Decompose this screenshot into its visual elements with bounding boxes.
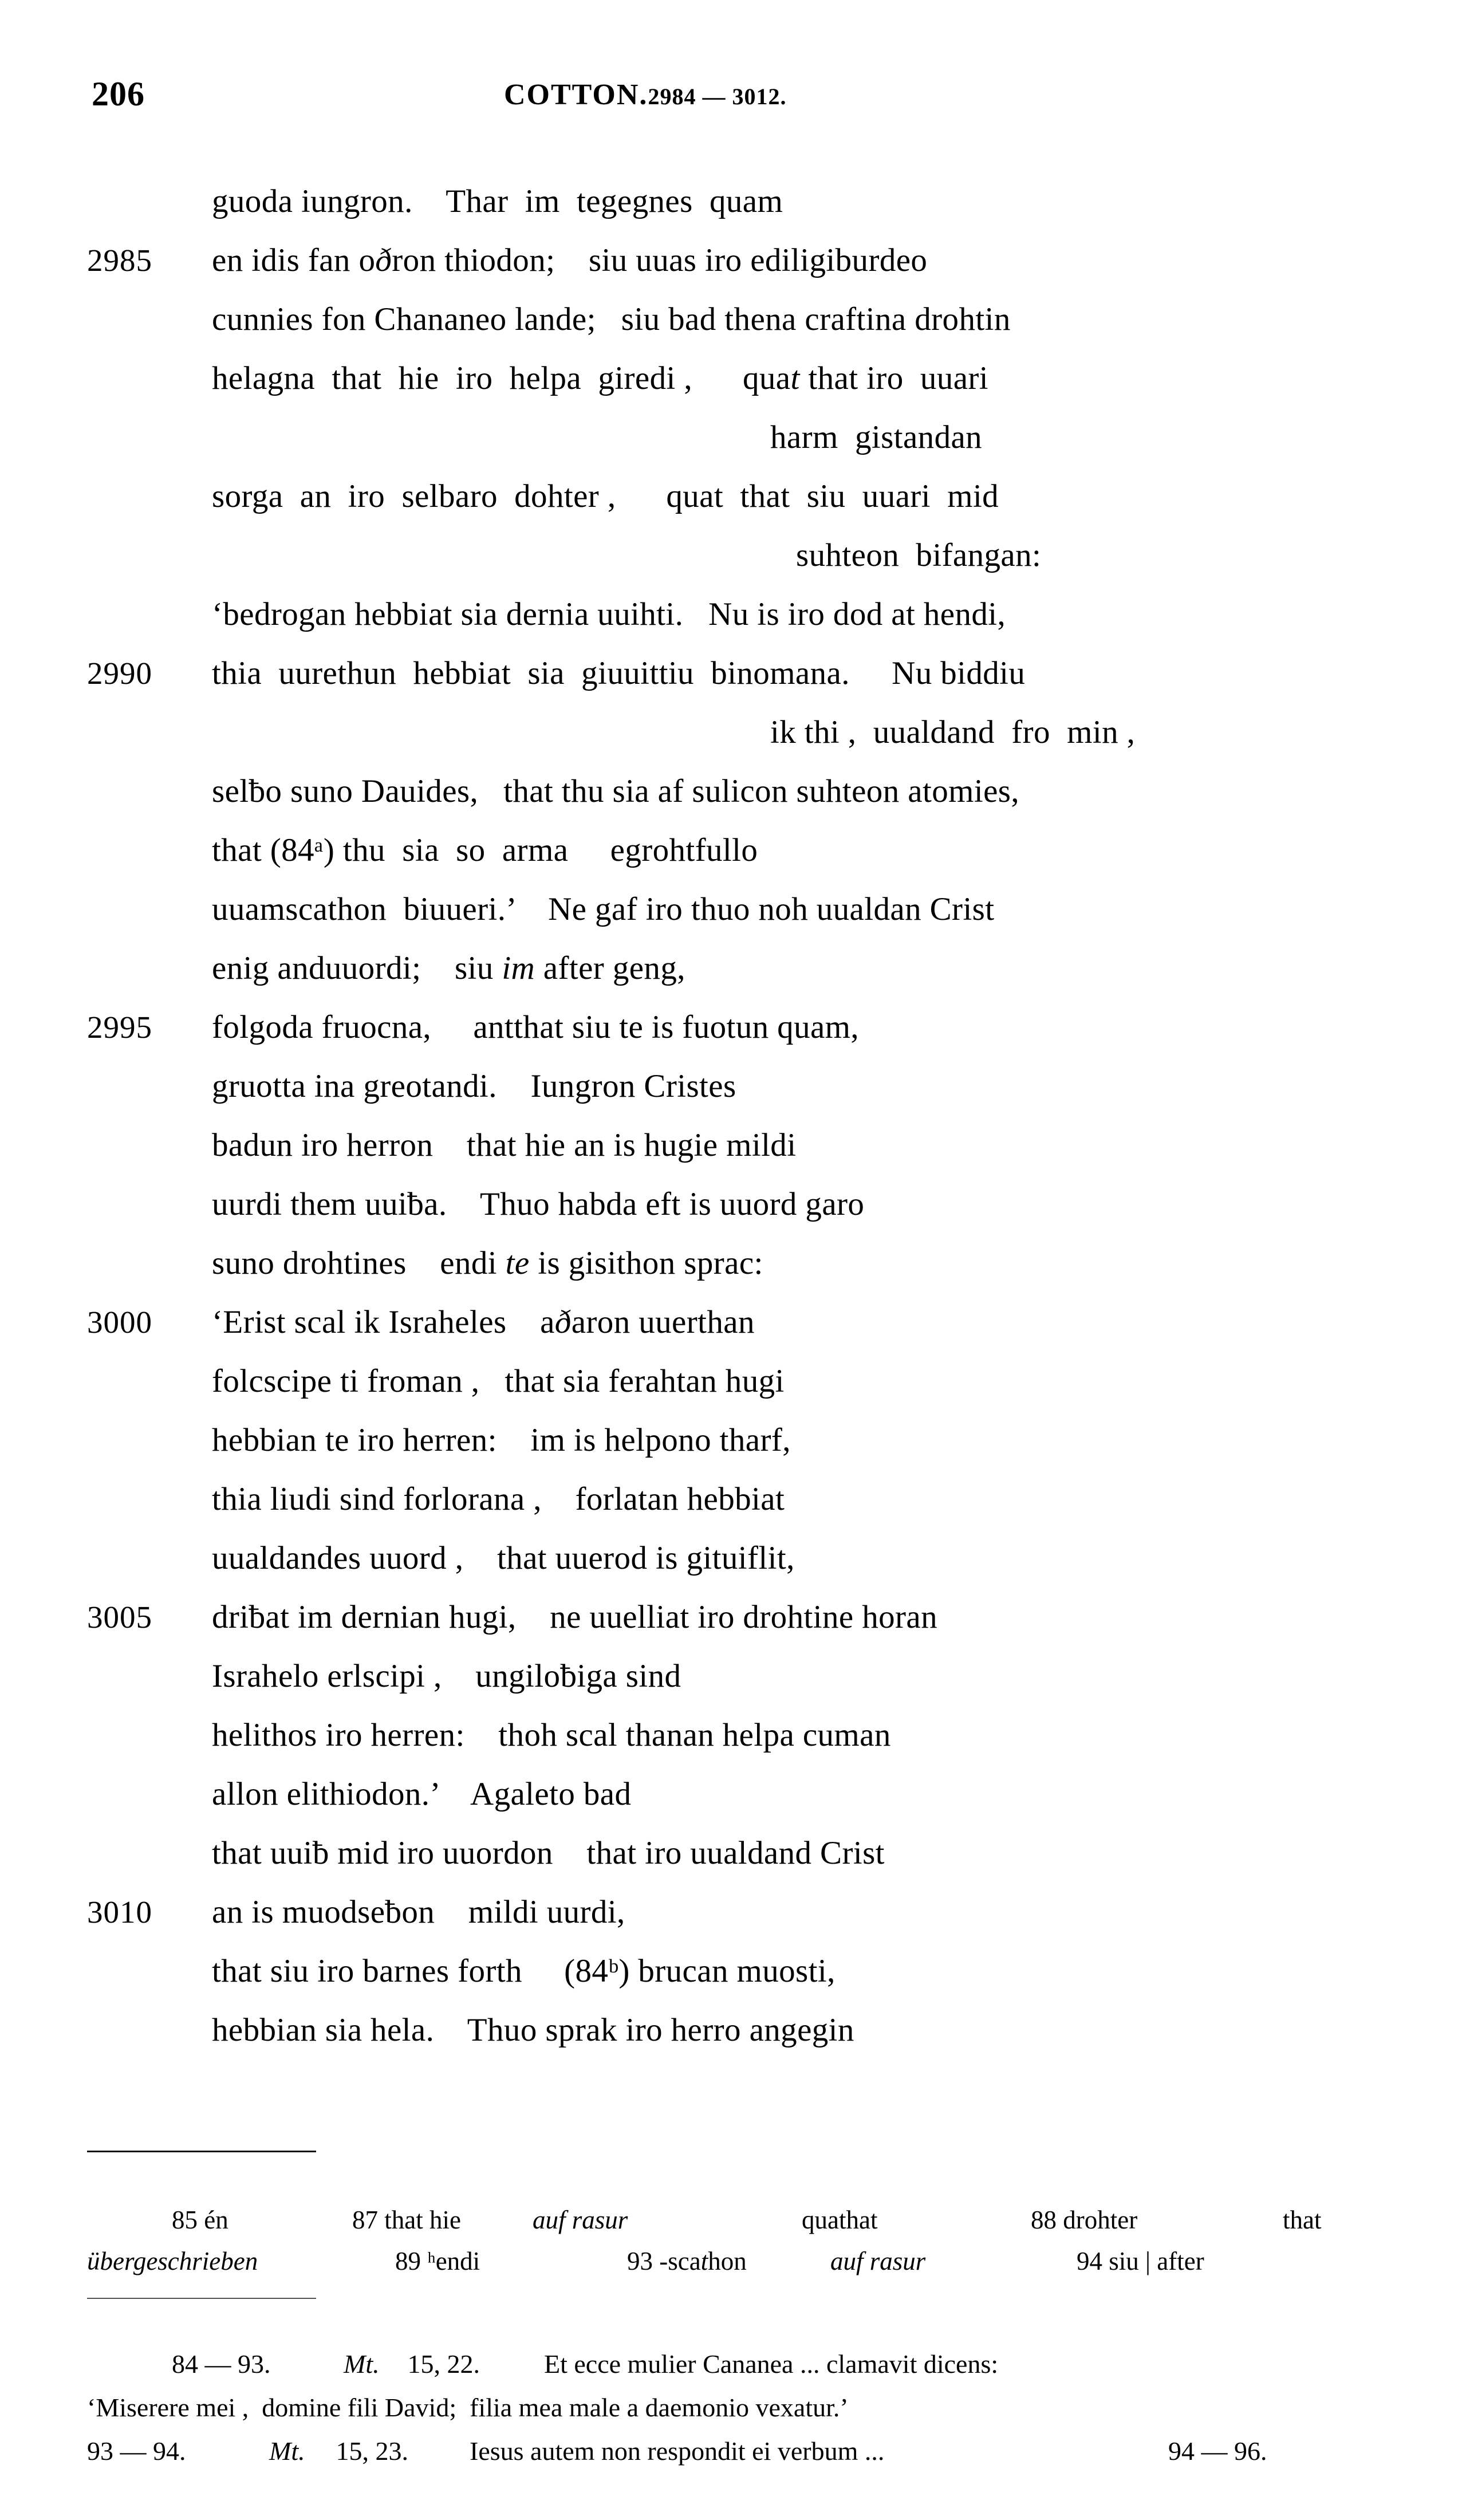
verse-roman-segment: an is muodseƀon mildi uurdi, bbox=[212, 1894, 625, 1930]
verse-line bbox=[0, 703, 1466, 762]
apparatus-line bbox=[0, 2199, 1466, 2241]
verse-line bbox=[0, 1706, 1466, 1765]
verse-line-text bbox=[796, 526, 1041, 585]
verse-line-text bbox=[212, 1234, 763, 1293]
verse-line bbox=[0, 408, 1466, 467]
apparatus-segment: 94 siu | after bbox=[1077, 2247, 1204, 2275]
verse-line bbox=[0, 349, 1466, 408]
verse-line-text bbox=[212, 1647, 681, 1706]
apparatus-italic-letter: t bbox=[700, 2247, 708, 2275]
verse-line-text bbox=[212, 290, 1011, 349]
verse-line bbox=[0, 1470, 1466, 1529]
verse-line bbox=[0, 231, 1466, 290]
running-title-text: COTTON. bbox=[504, 78, 648, 111]
running-title bbox=[504, 78, 786, 112]
verse-line-number: 2985 bbox=[87, 243, 152, 278]
verse-roman-segment: helithos iro herren: thoh scal thanan helpa cuman bbox=[212, 1717, 891, 1753]
verse-roman-segment: ‘bedrogan hebbiat sia dernia uuihti. Nu is iro dod at hendi, bbox=[212, 596, 1006, 632]
verse-roman-segment: sorga an iro selbaro dohter , quat that siu uuari mid bbox=[212, 478, 999, 514]
running-title-line-range: 2984 — 3012. bbox=[648, 84, 787, 109]
verse-line-text bbox=[212, 644, 1025, 703]
verse-line-text bbox=[212, 1470, 785, 1529]
verse-line bbox=[0, 1175, 1466, 1234]
verse-roman-segment: suhteon bifangan: bbox=[796, 537, 1042, 573]
latin-note-line bbox=[0, 2342, 1466, 2386]
latin-note-segment: Et ecce mulier Cananea ... clamavit dicens: bbox=[544, 2349, 999, 2379]
verse-line-text bbox=[212, 467, 999, 526]
verse-line-number: 3005 bbox=[87, 1600, 152, 1635]
verse-line-text bbox=[212, 880, 995, 939]
verse-roman-segment: that (84ᵃ) thu sia so arma egrohtfullo bbox=[212, 832, 758, 868]
verse-italic-segment: te bbox=[505, 1245, 530, 1281]
verse-line-number: 2995 bbox=[87, 1010, 152, 1045]
verse-line-text bbox=[212, 1765, 631, 1824]
verse-roman-segment: hebbian te iro herren: im is helpono tharf, bbox=[212, 1422, 791, 1458]
verse-roman-segment: aron uuerthan bbox=[571, 1304, 755, 1340]
verse-line bbox=[0, 998, 1466, 1057]
verse-line bbox=[0, 1588, 1466, 1647]
verse-line bbox=[0, 467, 1466, 526]
verse-line bbox=[0, 1647, 1466, 1706]
verse-roman-segment: harm gistandan bbox=[770, 419, 983, 455]
verse-roman-segment: that siu iro barnes forth (84ᵇ) brucan muosti, bbox=[212, 1953, 836, 1989]
apparatus-segment: 85 én bbox=[172, 2206, 228, 2234]
latin-note-segment: ‘Miserere mei , domine fili David; filia mea male a daemonio vexatur.’ bbox=[87, 2393, 849, 2422]
verse-roman-segment: ron thiodon; siu uuas iro ediligiburdeo bbox=[392, 242, 928, 278]
running-head bbox=[0, 74, 1466, 115]
verse-roman-segment: driƀat im dernian hugi, ne uuelliat iro drohtine horan bbox=[212, 1599, 937, 1635]
latin-note-segment: Iesus autem non respondit ei verbum ... bbox=[470, 2436, 885, 2466]
verse-line bbox=[0, 1352, 1466, 1411]
apparatus-line bbox=[0, 2241, 1466, 2282]
verse-line bbox=[0, 821, 1466, 880]
verse-roman-segment: cunnies fon Chananeo lande; siu bad thena craftina drohtin bbox=[212, 301, 1011, 337]
verse-line bbox=[0, 585, 1466, 644]
verse-line-text bbox=[212, 1942, 836, 2001]
verse-roman-segment: hebbian sia hela. Thuo sprak iro herro angegin bbox=[212, 2012, 854, 2048]
verse-line bbox=[0, 290, 1466, 349]
verse-line bbox=[0, 1529, 1466, 1588]
apparatus-segment: 89 ʰendi bbox=[395, 2247, 480, 2275]
verse-line-number: 3000 bbox=[87, 1305, 152, 1340]
verse-roman-segment: gruotta ina greotandi. Iungron Cristes bbox=[212, 1068, 736, 1104]
apparatus-segment: 88 drohter bbox=[1031, 2206, 1138, 2234]
apparatus-segment: 87 that hie bbox=[352, 2206, 468, 2234]
latin-note-segment: Mt. bbox=[344, 2349, 380, 2379]
verse-roman-segment: after geng, bbox=[535, 950, 685, 986]
verse-line-number: 3010 bbox=[87, 1895, 152, 1930]
latin-note-line bbox=[0, 2430, 1466, 2473]
apparatus-segment: 93 -scathon bbox=[627, 2247, 747, 2275]
verse-line bbox=[0, 1234, 1466, 1293]
latin-note-line bbox=[0, 2386, 1466, 2430]
verse-roman-segment: folcscipe ti froman , that sia ferahtan hugi bbox=[212, 1363, 785, 1399]
verse-line-text bbox=[212, 1175, 864, 1234]
latin-note-segment: 94 — 96. bbox=[1168, 2436, 1267, 2466]
verse-line bbox=[0, 1883, 1466, 1942]
verse-roman-segment: enig anduuordi; siu bbox=[212, 950, 502, 986]
verse-line-text bbox=[212, 172, 783, 231]
verse-line bbox=[0, 1057, 1466, 1116]
latin-note-segment: 84 — 93. bbox=[172, 2349, 271, 2379]
verse-line-text bbox=[770, 703, 1135, 762]
apparatus-segment: auf rasur bbox=[830, 2247, 926, 2275]
verse-line-text bbox=[212, 939, 685, 998]
verse-italic-segment: t bbox=[790, 360, 800, 396]
verse-roman-segment: uuamscathon biuueri.’ Ne gaf iro thuo noh uualdan Crist bbox=[212, 891, 995, 927]
verse-line bbox=[0, 1411, 1466, 1470]
verse-line bbox=[0, 762, 1466, 821]
verse-line-text bbox=[212, 998, 859, 1057]
latin-note-segment: 15, 22. bbox=[401, 2349, 480, 2379]
verse-line bbox=[0, 1116, 1466, 1175]
verse-line bbox=[0, 644, 1466, 703]
page-number: 206 bbox=[92, 75, 145, 113]
apparatus-segment: auf rasur bbox=[533, 2206, 628, 2234]
apparatus-segment: übergeschrieben bbox=[87, 2247, 258, 2275]
verse-roman-segment: that uuiƀ mid iro uuordon that iro uualdand Crist bbox=[212, 1835, 885, 1871]
critical-apparatus bbox=[0, 2199, 1466, 2282]
verse-italic-segment: ð bbox=[554, 1304, 572, 1340]
latin-notes-divider-rule bbox=[87, 2298, 316, 2299]
verse-line-text bbox=[212, 1116, 796, 1175]
verse-line bbox=[0, 526, 1466, 585]
verse-roman-segment: suno drohtines endi bbox=[212, 1245, 506, 1281]
verse-line bbox=[0, 1765, 1466, 1824]
verse-roman-segment: ‘Erist scal ik Israheles a bbox=[212, 1304, 555, 1340]
verse-line-text bbox=[212, 1057, 736, 1116]
verse-line bbox=[0, 880, 1466, 939]
verse-line-text bbox=[212, 1824, 885, 1883]
verse-line-text bbox=[212, 821, 758, 880]
apparatus-divider-rule bbox=[87, 2151, 316, 2152]
verse-italic-segment: im bbox=[502, 950, 535, 986]
apparatus-segment: quathat bbox=[802, 2206, 878, 2234]
verse-roman-segment: Thar im tegegnes quam bbox=[412, 183, 783, 219]
apparatus-segment: that bbox=[1283, 2206, 1322, 2234]
verse-roman-segment: that iro uuari bbox=[799, 360, 989, 396]
verse-roman-segment: uurdi them uuiƀa. Thuo habda eft is uuord garo bbox=[212, 1186, 865, 1222]
verse-roman-segment: en idis fan o bbox=[212, 242, 376, 278]
verse-line bbox=[0, 2001, 1466, 2060]
verse-line-text bbox=[212, 1352, 785, 1411]
verse-roman-segment: Israhelo erlscipi , ungiloƀiga sind bbox=[212, 1658, 681, 1694]
verse-roman-segment: allon elithiodon.’ Agaleto bad bbox=[212, 1776, 632, 1812]
verse-line-text bbox=[212, 762, 1019, 821]
verse-italic-segment: ð bbox=[375, 242, 392, 278]
verse-line-text bbox=[212, 1883, 625, 1942]
verse-roman-segment: thia uurethun hebbiat sia giuuittiu binomana. Nu biddiu bbox=[212, 655, 1026, 691]
verse-line-text bbox=[212, 1529, 795, 1588]
verse-roman-segment: selƀo suno Dauides, that thu sia af sulicon suhteon atomies, bbox=[212, 773, 1019, 809]
verse-roman-segment: badun iro herron that hie an is hugie mildi bbox=[212, 1127, 797, 1163]
verse-line-number: 2990 bbox=[87, 656, 152, 691]
verse-line-text bbox=[212, 1588, 937, 1647]
verse-line-text bbox=[212, 349, 988, 408]
verse-line bbox=[0, 1824, 1466, 1883]
verse-line bbox=[0, 939, 1466, 998]
verse-roman-segment: thia liudi sind forlorana , forlatan hebbiat bbox=[212, 1481, 785, 1517]
verse-line-text bbox=[212, 585, 1006, 644]
verse-line-text bbox=[212, 231, 927, 290]
latin-note-segment: Mt. bbox=[269, 2436, 305, 2466]
verse-line-text bbox=[770, 408, 982, 467]
verse-line bbox=[0, 172, 1466, 231]
verse-roman-segment: folgoda fruocna, antthat siu te is fuotun quam, bbox=[212, 1009, 860, 1045]
verse-line bbox=[0, 1942, 1466, 2001]
verse-roman-segment: guoda iungron. bbox=[212, 183, 413, 219]
latin-note-segment: 93 — 94. bbox=[87, 2436, 186, 2466]
latin-note-segment: 15, 23. bbox=[329, 2436, 408, 2466]
verse-line-text bbox=[212, 1293, 755, 1352]
verse-line-text bbox=[212, 1706, 891, 1765]
verse-line-text bbox=[212, 1411, 791, 1470]
verse-roman-segment: uualdandes uuord , that uuerod is gituiflit, bbox=[212, 1540, 795, 1576]
verse-text-block bbox=[0, 172, 1466, 2060]
verse-roman-segment: ik thi , uualdand fro min , bbox=[770, 714, 1136, 750]
verse-line-text bbox=[212, 2001, 854, 2060]
verse-roman-segment: is gisithon sprac: bbox=[529, 1245, 763, 1281]
verse-roman-segment: helagna that hie iro helpa giredi , qua bbox=[212, 360, 791, 396]
latin-source-notes bbox=[0, 2342, 1466, 2473]
apparatus-segment: hon bbox=[708, 2247, 747, 2275]
verse-line bbox=[0, 1293, 1466, 1352]
